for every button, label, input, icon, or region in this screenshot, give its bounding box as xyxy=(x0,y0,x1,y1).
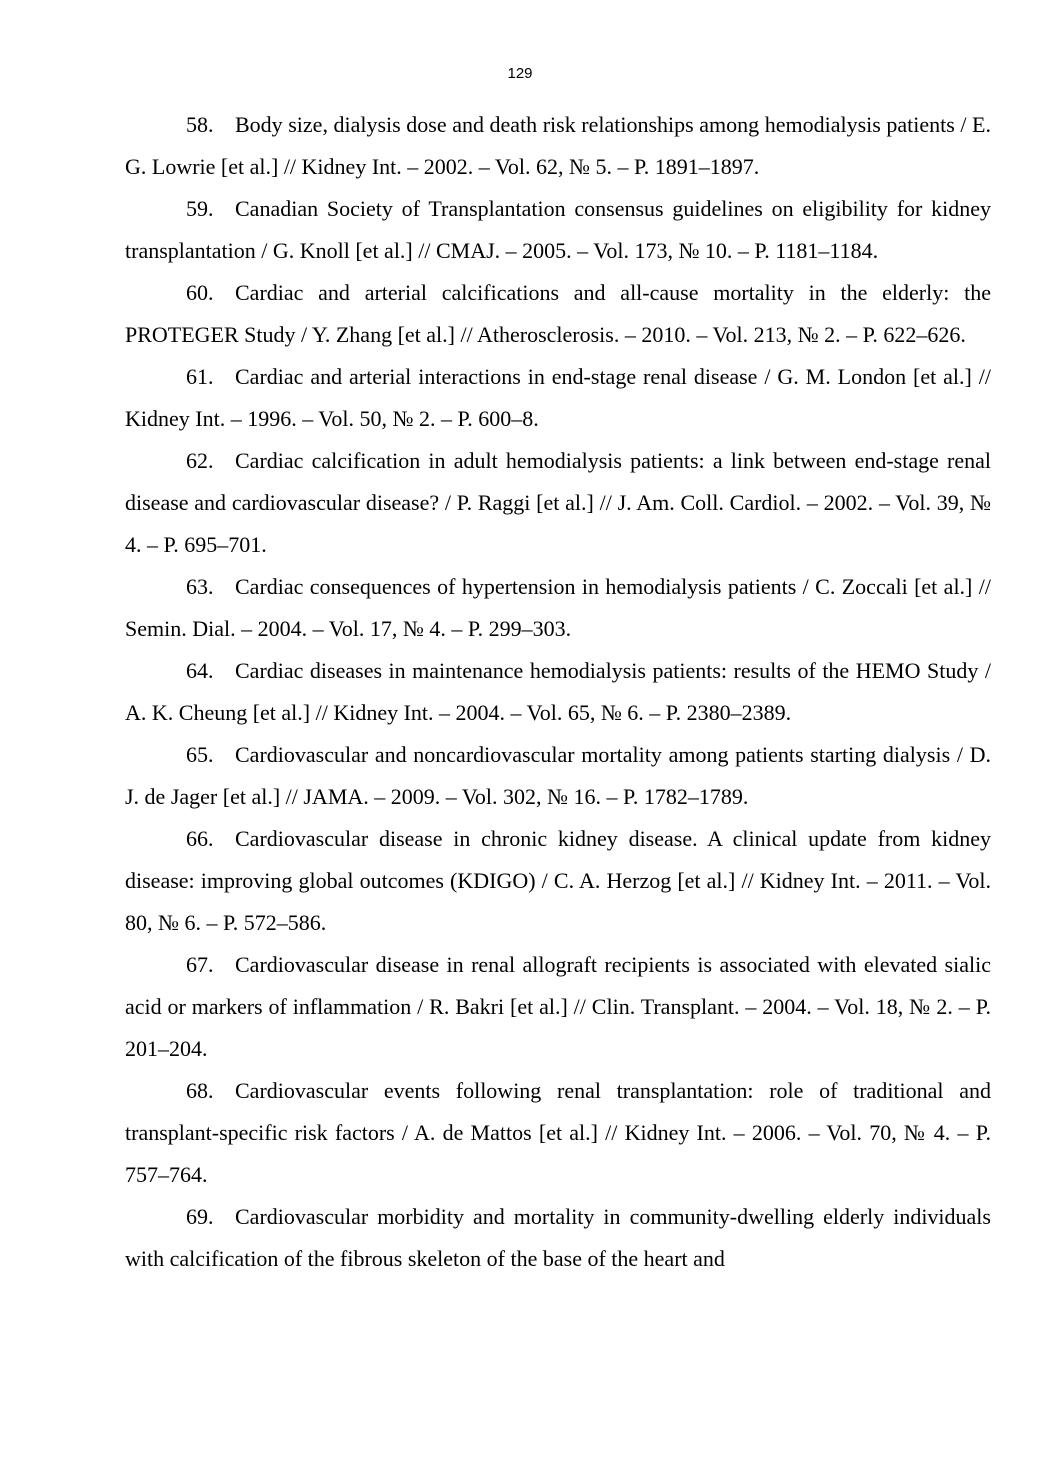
reference-text: Body size, dialysis dose and death risk relationships among hemodialysis patients / E. G. Lowrie [et al.] // Kidney Int. – 2002. – Vol. 62, № 5. – P. 1891–1897. xyxy=(125,112,991,179)
reference-text: Cardiovascular and noncardiovascular mortality among patients starting dialysis / D. J. de Jager [et al.] // JAMA. – 2009. – Vol. 302, № 16. – P. 1782–1789. xyxy=(125,742,991,809)
reference-text: Cardiovascular events following renal transplantation: role of traditional and transplant-specific risk factors / A. de Mattos [et al.] // Kidney Int. – 2006. – Vol. 70, № 4. – P. 757–764. xyxy=(125,1078,991,1187)
reference-text: Cardiac calcification in adult hemodialysis patients: a link between end-stage renal disease and cardiovascular disease? / P. Raggi [et al.] // J. Am. Coll. Cardiol. – 2002. – Vol. 39, № 4. – P. 695–701. xyxy=(125,448,991,557)
reference-item xyxy=(125,1070,991,1196)
reference-item xyxy=(125,734,991,818)
reference-number: 59. xyxy=(186,196,214,221)
reference-item xyxy=(125,440,991,566)
reference-text: Cardiovascular disease in renal allograft recipients is associated with elevated sialic acid or markers of inflammation / R. Bakri [et al.] // Clin. Transplant. – 2004. – Vol. 18, № 2. – P. 201–204. xyxy=(125,952,991,1061)
reference-number: 60. xyxy=(186,280,214,305)
reference-number: 58. xyxy=(186,112,214,137)
reference-number: 64. xyxy=(186,658,214,683)
reference-text: Cardiac consequences of hypertension in hemodialysis patients / C. Zoccali [et al.] // Semin. Dial. – 2004. – Vol. 17, № 4. – P. 299–303. xyxy=(125,574,991,641)
reference-item xyxy=(125,650,991,734)
reference-text: Cardiac and arterial interactions in end-stage renal disease / G. M. London [et al.] // Kidney Int. – 1996. – Vol. 50, № 2. – P. 600–8. xyxy=(125,364,991,431)
reference-number: 63. xyxy=(186,574,214,599)
page-number: 129 xyxy=(507,65,533,82)
reference-item xyxy=(125,272,991,356)
reference-text: Cardiac and arterial calcifications and all-cause mortality in the elderly: the PROTEGER Study / Y. Zhang [et al.] // Atherosclerosis. – 2010. – Vol. 213, № 2. – P. 622–626. xyxy=(125,280,991,347)
reference-number: 67. xyxy=(186,952,214,977)
reference-number: 61. xyxy=(186,364,214,389)
reference-text: Cardiovascular morbidity and mortality in community-dwelling elderly individuals with calcification of the fibrous skeleton of the base of the heart and xyxy=(125,1204,991,1271)
reference-item xyxy=(125,944,991,1070)
reference-number: 69. xyxy=(186,1204,214,1229)
reference-item xyxy=(125,104,991,188)
reference-item xyxy=(125,566,991,650)
reference-text: Cardiovascular disease in chronic kidney disease. A clinical update from kidney disease: improving global outcomes (KDIGO) / C. A. Herzog [et al.] // Kidney Int. – 2011. – Vol. 80, № 6. – P. 572–586. xyxy=(125,826,991,935)
reference-number: 62. xyxy=(186,448,214,473)
reference-number: 65. xyxy=(186,742,214,767)
reference-text: Canadian Society of Transplantation consensus guidelines on eligibility for kidney transplantation / G. Knoll [et al.] // CMAJ. – 2005. – Vol. 173, № 10. – P. 1181–1184. xyxy=(125,196,991,263)
reference-item xyxy=(125,818,991,944)
reference-item xyxy=(125,1196,991,1280)
reference-list xyxy=(125,104,991,1280)
reference-number: 66. xyxy=(186,826,214,851)
reference-text: Cardiac diseases in maintenance hemodialysis patients: results of the HEMO Study / A. K. Cheung [et al.] // Kidney Int. – 2004. – Vol. 65, № 6. – P. 2380–2389. xyxy=(125,658,991,725)
reference-item xyxy=(125,356,991,440)
reference-number: 68. xyxy=(186,1078,214,1103)
reference-item xyxy=(125,188,991,272)
